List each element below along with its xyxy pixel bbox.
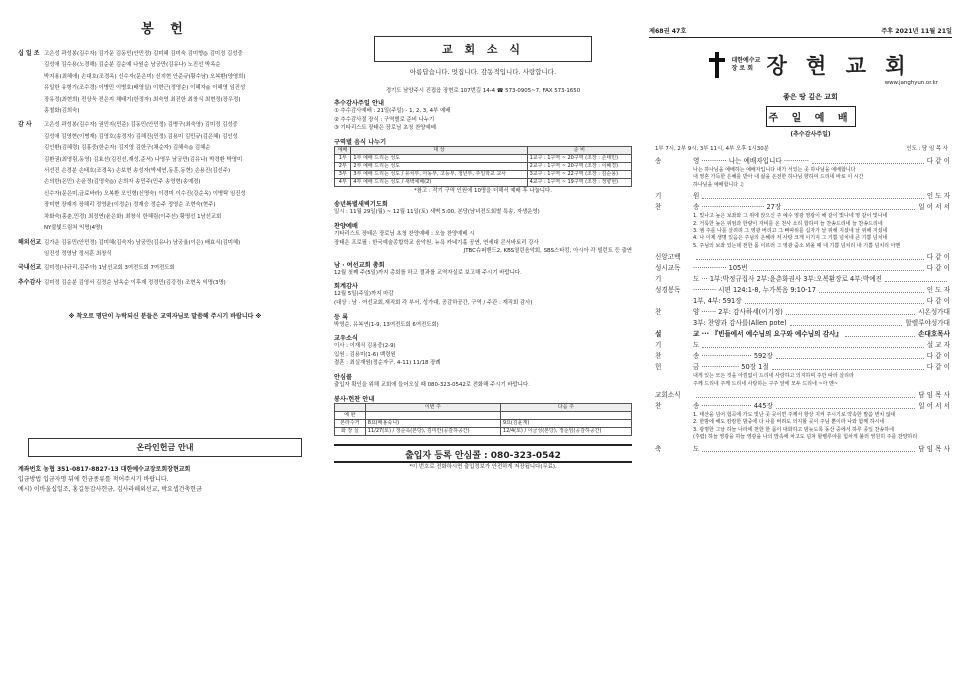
leader-dots [845, 329, 915, 337]
table-cell: 화 장 실 [335, 427, 366, 435]
table-cell [500, 411, 631, 419]
offering-names-line: 홍철화(김희숙) [44, 108, 80, 115]
dawn-prayer-heading: 송년특별새벽기도회 [334, 201, 388, 209]
thanksgiving-heading: 추수감사주일 안내 [334, 100, 384, 107]
offering-names-line: 김미정(나규리,김주아) 1남선교회 3여전도회 7여전도회 [44, 265, 175, 272]
table-cell: 8요(배용숙니) [365, 419, 500, 427]
dawn-prayer-line: 일시 : 11월 29일(월) ~ 12월 11일(토) 새벽 5:00, 본당(남녀전도회별 특송, 자생운영) [334, 209, 540, 216]
order-item-leader: 일 어 서 서 [918, 402, 950, 411]
leader-dots [885, 274, 947, 282]
worship-order-item [655, 444, 950, 455]
offering-names-line: 김환권(최영림,동영) 김효선(김진선,재성,준서) 나영우 남궁만(김유나) 박경환 박영미 [44, 156, 243, 163]
omission-note: ※ 착오로 명단이 누락되신 분들은 교역자님로 말씀해 주시기 바랍니다 ※ [68, 313, 262, 321]
table-row [335, 154, 632, 162]
order-item-label: 찬 [655, 308, 662, 317]
praise-worship-heading: 찬양예배 [334, 222, 358, 230]
leader-dots [786, 307, 915, 315]
member-news-line: 입원 : 김용미(1-6) 백령원 [334, 351, 396, 358]
offering-names-line: 장미현 장예지 장해리 정영윤(이정순) 정재승 정순주 정영순 조현숙(현주) [44, 202, 216, 209]
offering-names-line: 고은성 곽성봉(김수자) 김가운 김동민(안민정) 김미혜 김미숙 김미향◎ 김미정 김성중 [44, 51, 243, 57]
bulletin-header [649, 26, 952, 38]
worship-order-item [655, 252, 950, 263]
offering-group [18, 238, 312, 261]
worship-order-item [655, 263, 950, 274]
safe-call-heading: 안심콜 [334, 373, 352, 381]
church-address: 경기도 남양주시 진접읍 장현로 107번길 14-4 ☎ 573-0905~7, FAX 573-1650 [385, 88, 581, 94]
leader-dots [819, 285, 924, 293]
offering-names-line: 김성애 김영현(이병재) 김영호(송정자) 김해진(민정) 김용미 김민규(김은혜) 김인성 [44, 133, 238, 140]
order-item-detail: 원 [693, 192, 700, 201]
service-duty-heading: 봉사·헌찬 안내 [334, 395, 375, 403]
worship-order-column [643, 0, 960, 678]
member-news-line: 결혼 : 최실재원(정순자구, 4-11) 11/18 장례 [334, 360, 441, 367]
leader-dots [702, 340, 923, 348]
table-row [335, 419, 632, 427]
worship-order-list [655, 156, 950, 455]
hymn-lyrics-line: 하나님을 예배합니다 ♫ [693, 181, 745, 188]
leader-dots [745, 296, 924, 304]
church-logo [679, 50, 942, 80]
offering-title: 봉 헌 [141, 22, 189, 37]
offering-groups [18, 49, 312, 289]
service-times-row [655, 144, 948, 152]
denomination-label [731, 57, 760, 73]
offering-group-label: 감 사 [18, 121, 32, 129]
audit-heading: 회계감사 [334, 283, 358, 291]
hymn-lyrics-line: 2. 거룩한 높은 위엄과 한량이 자비를 온 천사 소리 합하여 늘 찬송드리네 늘 찬송드리네 [693, 220, 883, 227]
mission-assembly-heading: 남 · 여선교회 총회 [334, 261, 385, 269]
service-title: 주 일 예 배 [766, 106, 856, 127]
order-item-leader: 다 같 이 [926, 157, 950, 165]
worship-order-item [655, 329, 950, 340]
table-cell: 4부 [335, 178, 351, 186]
order-item-leader: 일 어 서 서 [918, 203, 950, 212]
table-header: 대 상 [351, 146, 527, 154]
service-duty-table [334, 403, 632, 436]
service-presider: 인도 : 담 임 목 사 [906, 146, 948, 152]
account-line: 계좌번호 농협 351-0817-8827-13 대한예수교장로회장현교회 [18, 466, 191, 474]
food-sharing-heading: 구역별 음식 나누기 [334, 138, 387, 146]
leader-dots [812, 156, 924, 164]
order-item-detail: 교 ··· 『빈들에서 예수님의 요구와 예수님의 감사』 [693, 330, 843, 339]
church-news-subtitle: 아름답습니다. 멋집니다. 감동적입니다. 사랑합니다. [409, 68, 557, 76]
table-cell: 본라수거 [335, 419, 366, 427]
worship-order-item [655, 307, 950, 318]
thanksgiving-item: ① 추수감사예배 : 21일(주일) - 1, 2, 3, 4부 예배 [334, 108, 451, 114]
church-news-column [322, 0, 640, 678]
hymn-lyrics-line: 4. 나 이제 생명 있음은 주님의 은혜라 저 사랑 크게 이기지 그 기쁨 넘치네 큰 기쁨 넘치네 [693, 235, 888, 242]
offering-names-line: 김성애 김수용(노경해) 김순분 김순예 나원순 남궁만(김유나) 노진선 박옥순 [44, 62, 221, 69]
order-item-detail: 3부: 찬양과 감사를(Allen pote) [693, 319, 787, 328]
order-item-detail: 송 ························ 592장 [693, 352, 773, 361]
order-item-leader: 다 같 이 [926, 352, 950, 361]
leader-dots [784, 202, 915, 210]
offering-names-line: 유일한 유형기(조수경) 이병민 이병호(배영실) 이현근(정영순) 이혜자◎ 이혜영 임진성 [44, 85, 246, 92]
order-item-detail: 1부, 4부: 591장 [693, 297, 742, 306]
order-item-leader: 다 같 이 [926, 264, 950, 273]
safe-call-notice-title: 출입자 등록 안심콜 : 080-323-0542 [334, 444, 632, 463]
church-url: www.janghyun.or.kr [884, 80, 938, 86]
order-item-leader: 담 임 목 사 [918, 444, 950, 453]
table-cell: 2부 [335, 162, 351, 170]
offering-column [0, 0, 320, 678]
offering-group-label: 추수감사 [18, 278, 42, 286]
order-item-leader: 담 임 목 사 [918, 391, 950, 400]
offering-group [18, 263, 312, 274]
leader-dots [776, 351, 924, 359]
bulletin-date: 주후 2021년 11월 21일 [881, 28, 952, 35]
cross-icon [709, 52, 725, 78]
offering-names-line: 김가운 김동민(안민정) 김미혜(김숙자) 남궁만(김유나) 남궁율(이은) 배효식(김미혜) [44, 239, 241, 246]
order-item-label: 기 [655, 275, 662, 284]
order-item-label: 성경봉독 [655, 286, 681, 295]
food-sharing-note: *참고 : 작기 구역 인원에 10명을 더해서 예배 후 나눕니다. [414, 187, 552, 194]
service-times: 1부 7시, 2부 9시, 3부 11시, 4부 오후 1시30분 [655, 146, 769, 152]
table-cell: 3부 예배 드리는 성도 / 유치부, 아동부, 고등부, 청년부, 주일학교 교사 [351, 170, 527, 178]
service-subtitle: (추수감사주일) [790, 131, 831, 138]
thanksgiving-item: ② 추수감사절 장식 : 구역별로 준비 나누기 [334, 116, 435, 123]
table-cell: 3교구 : 1구역 ~ 22구역 (조장 : 김순용) [527, 170, 631, 178]
table-cell: 12/4(토) / 이금성(본당), 정순임(공감하공간) [500, 427, 631, 435]
offering-names-line: 김인환(김혜령) 김홍중(한순자) 김지영 김한구(채순자) 김혜숙◎ 김혜순 [44, 145, 211, 152]
worship-order-item [655, 351, 950, 362]
table-cell: 예 완 [335, 411, 366, 419]
audit-line: (대상 : 남 · 여선교회,재직회 각 부서, 성가대, 공감하공간, 구역 / 주관 : 재직회 감사) [334, 299, 533, 306]
order-item-detail: 송 ······························ 27장 [693, 203, 782, 212]
order-item-detail: 금 ·················· 50장 1절 [693, 363, 769, 372]
offering-group-label: 십 일 조 [18, 50, 40, 57]
worship-order-item [655, 285, 950, 296]
hymn-lyrics [693, 167, 942, 189]
registration-heading: 등 록 [334, 313, 349, 321]
order-item-detail: 도 ··· 1부:박정규집사 2부:윤춘화권사 3부:오복환장로 4부:박예진 [693, 275, 882, 284]
hymn-lyrics-line: 1. 빛나고 높은 보좌와 그 위에 앉으신 주 예수 영광 영광이 해 같이 빛나네 영 같이 빛나네 [693, 213, 888, 220]
table-row [335, 427, 632, 435]
table-cell: 4교구 : 1구역 ~ 19구역 (조장 : 정향현) [527, 178, 631, 186]
offering-names-line: 차화숙(홍춘,민경) 최정연(윤은화) 최창식 한혜림(이주선) 황명선 1남선교회 [44, 213, 222, 220]
table-header: 예배 [335, 146, 351, 154]
hymn-lyrics-line: 2. 한밤에 해도 캄캄한 밤중에 다 나를 버려도 의지할 곳이 주님 뿐이라 나와 함께 하시네 [693, 419, 885, 426]
hymn-lyrics [693, 213, 942, 250]
hymn-lyrics-line: 1. 태산을 넘어 험곡에 가도 빛난 곳 곳이면 주께서 항상 지켜 주시기로 약속한 말씀 변치 않네 [693, 412, 896, 419]
order-item-label: 찬 [655, 352, 662, 361]
order-item-detail: ··········· 시편 124:1-8, 누가복음 9:10-17 [693, 286, 816, 295]
order-item-leader: 할렐루야성가대 [905, 319, 950, 328]
offering-names-line: 서선진 손경분 손태호(조경옥) 손보현 송성자(박세연,동훈,동현) 손용진(김선주) [44, 168, 231, 175]
order-item-leader: 인 도 자 [926, 192, 950, 201]
order-item-label: 설 [655, 330, 662, 339]
offering-names-line: 장유정(최현희) 전상욱 전은지 채태기(한정자) 최숙영 최진한 최창식 최현정(장우정) [44, 96, 241, 103]
order-item-detail: 영 ············ 나는 예배자입니다 ············ [693, 157, 810, 165]
hymn-lyrics-line: 내게 있는 모든 것을 아낌없이 드리네 사랑하고 의지하며 주만 따라 살리라 [693, 373, 854, 380]
order-item-leader: 인 도 자 [926, 286, 950, 295]
table-row [335, 411, 632, 419]
worship-order-item [655, 401, 950, 412]
member-news-line: 이사 : 이재식 김용중(2-9) [334, 343, 396, 350]
table-cell: 9요(김윤계) [500, 419, 631, 427]
table-header: 준 비 [527, 146, 631, 154]
table-row [335, 178, 632, 186]
church-news-title: 교 회 소 식 [374, 36, 592, 62]
order-item-leader: 다 같 이 [926, 297, 950, 306]
denomination-line: 대한예수교 [731, 57, 761, 64]
leader-dots [702, 191, 923, 199]
leader-dots [751, 263, 924, 271]
table-row [335, 170, 632, 178]
leader-dots [790, 318, 903, 326]
member-news-heading: 교우소식 [334, 335, 358, 343]
order-item-label: 신앙고백 [655, 253, 681, 262]
offering-names-line: 김미정 김순분 김영서 김정순 남옥순 이후재 정경민(김강정) 조현옥 익명(3명) [44, 279, 226, 286]
table-row [335, 162, 632, 170]
worship-order-item [655, 390, 950, 401]
praise-worship-line: 기타리스트 장태은 장로님 초청 찬양예배 : 오늘 찬양예배 시 [334, 230, 475, 237]
order-item-label: 찬 [655, 402, 662, 411]
table-cell: 4부 예배 드리는 성도 / 새벽예배(2) [351, 178, 527, 186]
deposit-example-line: 예시) 이바울십일조, 홍길동감사헌금, 김사라해외선교, 박요셉건축헌금 [18, 486, 202, 494]
thanksgiving-item: ③ 기타리스트 장태은 장로님 초청 찬양예배 [334, 125, 436, 132]
table-cell: 2부 예배 드리는 성도 [351, 162, 527, 170]
table-cell: 1부 [335, 154, 351, 162]
table-cell: 1부 예배 드리는 성도 [351, 154, 527, 162]
order-item-label: 기 [655, 192, 662, 201]
church-motto: 좋은 땅 깊은 교회 [783, 93, 838, 101]
order-item-label [655, 318, 693, 329]
deposit-method-line: 입금방법 입금자명 뒤에 헌금종류를 적어주시기 바랍니다. [18, 476, 169, 484]
order-item-detail: 양 ······· 2부: 감사하세(이기정) [693, 308, 783, 317]
worship-order-item [655, 191, 950, 202]
worship-order-item [655, 340, 950, 351]
order-item-leader: 다 같 이 [926, 253, 950, 262]
order-item-detail: ················ 105번 [693, 264, 748, 273]
worship-order-item [655, 156, 950, 167]
leader-dots [776, 401, 915, 409]
praise-worship-line: 장태은 프로필 : 한국예술종합학교 음악원, 뉴욕 카네기홀 공연, 연세대 콘서바토리 강사 [334, 239, 539, 246]
worship-order-item [655, 274, 950, 285]
table-cell: 2교구 : 1구역 ~ 20구역 (조장 : 이혜경) [527, 162, 631, 170]
table-header: 다음 주 [500, 403, 631, 411]
audit-line: 12월 5일(주일)까지 마감 [334, 291, 394, 298]
hymn-lyrics [693, 412, 942, 442]
order-item-label: 교회소식 [655, 391, 681, 400]
order-item-label: 송 [655, 157, 662, 165]
order-item-leader: 설 교 자 [926, 341, 950, 350]
order-item-label: 축 [655, 444, 662, 453]
order-item-detail: 도 [693, 341, 700, 350]
hymn-lyrics-line: 나는 하나님을 예배하는 예배자입니다 내가 서있는 곳 하나님을 예배합니다 [693, 167, 856, 173]
church-name: 장 현 교 회 [766, 53, 912, 78]
food-sharing-table [334, 146, 632, 187]
order-item-detail: 송 ························ 445장 [693, 402, 773, 411]
hymn-lyrics-line: 주께 드리네 주께 드리네 사랑하는 구주 앞에 모두 드리네 ~아 멘~ [693, 380, 839, 387]
hymn-lyrics-line: 3. 엠 주를 나를 살려려 그 영광 버리고 그 빠따위를 십자가 날 위해 지셨네 날 위해 지셨네 [693, 228, 888, 235]
worship-order-item [655, 202, 950, 213]
order-item-label: 헌 [655, 363, 662, 372]
hymn-lyrics-line: (후렴) 하늘 영광을 하늘 영광을 나의 맘속에 차고도 넘쳐 할렐루야를 힘차게 불러 영원히 주를 찬양하리 [693, 434, 918, 441]
mission-assembly-line: 12월 첫째 주(5일)까지 총회를 하고 결과를 교역자실로 보고해 주시기 바랍니다. [334, 269, 522, 276]
order-item-label [655, 296, 693, 307]
issue-number: 제68권 47호 [649, 28, 687, 35]
leader-dots [696, 252, 924, 260]
offering-names-line: NY불빛드림쳐 익명(4명) [44, 225, 103, 232]
leader-dots [702, 444, 915, 452]
offering-names-line: 신수자(문은미,금료바라) 오복환 오인형(신명숙) 이경미 이수진(강순옥) 이병탁 임진성 [44, 190, 246, 197]
leader-dots [772, 362, 924, 370]
denomination-line: 장 로 회 [731, 65, 754, 72]
offering-group [18, 49, 312, 117]
table-cell: 11/27(토) / 정순옥(본당), 김미란(공감하공간) [365, 427, 500, 435]
offering-group [18, 120, 312, 234]
offering-names-line: 손의한(온민) 손윤정(김영숙◎) 손희자 송민주(민주 송영현(송예경) [44, 179, 201, 186]
safe-call-line: 출입자 확인을 위해 교회에 들어오실 때 080-323-0542로 전화해 주시기 바랍니다. [334, 381, 530, 388]
online-offering-box [18, 438, 312, 495]
order-item-label: 기 [655, 341, 662, 350]
leader-dots [696, 390, 915, 398]
table-cell [365, 411, 500, 419]
order-item-label: 성시교독 [655, 264, 681, 273]
table-header [335, 403, 366, 411]
safe-call-notice-sub: *이 번호로 전화하시면 출입정보가 안전하게 저장됩니다(무료). [409, 463, 557, 470]
praise-worship-line: JTBC슈퍼밴드2, KBS열린음악회, SBS스타킹, 아시아 각 빌런트 등 출연 [463, 248, 632, 255]
worship-order-item [655, 362, 950, 373]
table-cell: 1교구 : 1구역 ~ 20구역 (조장 : 손태민) [527, 154, 631, 162]
offering-names-line: 박지용(최혜애) 손대호(조경옥) 신수자(문은미) 신지현 안준규(황수남) 오복환(양영희) [44, 73, 246, 80]
order-item-leader: 시온성가대 [918, 308, 950, 317]
worship-order-item [655, 296, 950, 307]
offering-names-line: 임진성 정영남 정서훈 최창식 [44, 250, 112, 257]
offering-group-label: 해외선교 [18, 238, 42, 246]
hymn-lyrics [693, 373, 942, 388]
table-cell: 3부 [335, 170, 351, 178]
hymn-lyrics-line: 5. 주님의 보좌 있는데 천한 몸 이르러 그 영광 줌소 뵈올 때 내 기쁨 넘치리 내 기쁨 넘치리 아멘 [693, 242, 901, 249]
hymn-lyrics-line: 내 영혼 가득한 은혜를 받아 내 삶을 온전한 하나님 향하여 드리네 바로 이 시간 [693, 174, 864, 181]
order-item-leader: 손대호목사 [918, 330, 950, 339]
online-offering-title: 온라인헌금 안내 [28, 438, 302, 457]
order-item-label: 찬 [655, 203, 662, 212]
offering-names-line: 고은성 곽성봉(김수자) 권민지(민준) 김동민(안민정) 김병구(최숙영) 김미정 김성중 [44, 122, 238, 129]
table-header: 이번 주 [365, 403, 500, 411]
order-item-detail: 도 [693, 444, 700, 453]
offering-group-label: 국내선교 [18, 264, 42, 272]
registration-line: 박영순, 유복연(1-9, 13여전도회 6여전도회) [334, 321, 439, 328]
worship-order-item [655, 318, 950, 329]
offering-group [18, 278, 312, 289]
hymn-lyrics-line: 3. 광명한 그날 하늘 나라에 천한 한 몸이 대화하고 밤늦도록 동산 중에서 하루 종일 찬송하네 [693, 426, 894, 433]
order-item-leader: 다 같 이 [926, 363, 950, 372]
